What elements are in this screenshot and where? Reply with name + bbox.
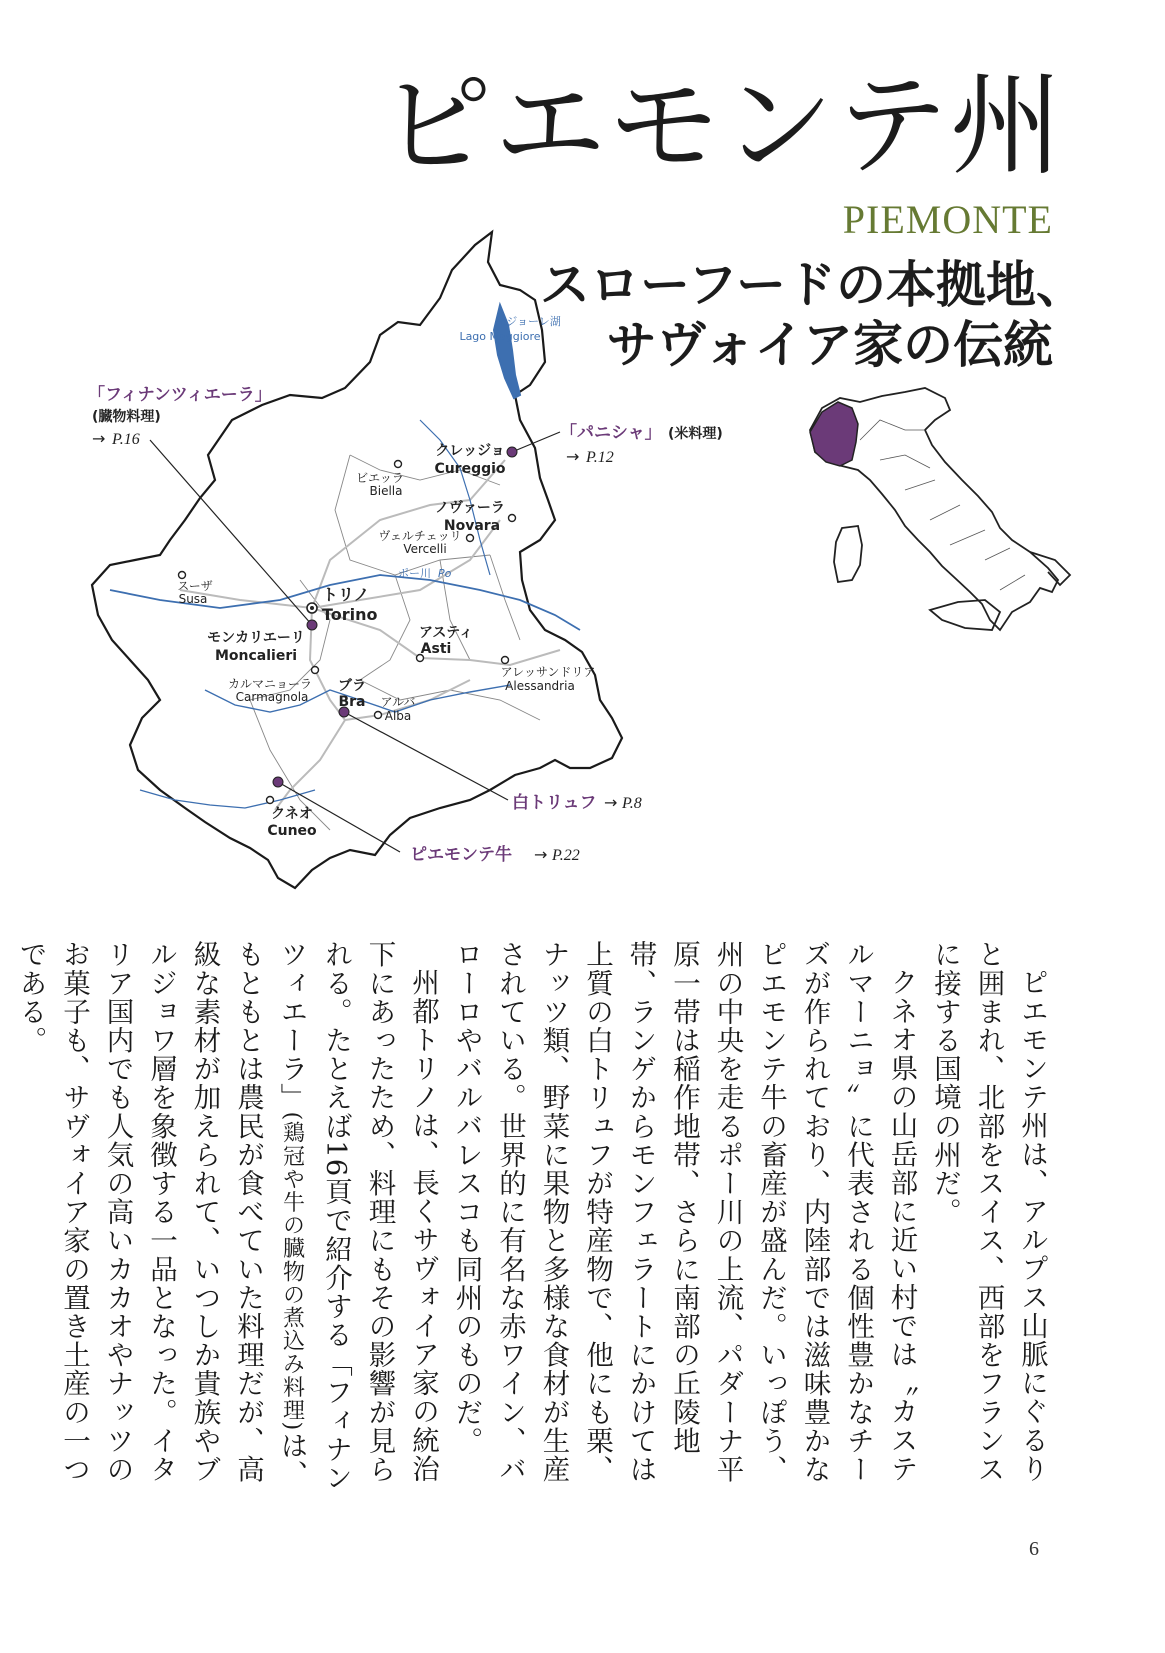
novara-marker	[509, 515, 516, 522]
finanziera-callout-note: (臓物料理)	[92, 409, 161, 425]
cuneo-marker	[267, 797, 274, 804]
paragraph-2: クネオ県の山岳部に近い村では〝カステルマーニョ〟に代表される個性豊かなチーズが作られており、内陸部では滋味豊かなピエモンテ牛の畜産が盛んだ。いっぽう、州の中央を走るポー川の上流、パダーナ平原一帯は稲作地帯、さらに南部の丘陵地帯、ランゲからモンフェラートにかけては上質の白トリュフが特産物で、他にも栗、ナッツ類、野菜に果物と多様な食材が生産されている。世界的に有名な赤ワイン、バローロやバルバレスコも同州のものだ。	[450, 940, 918, 1484]
piemonte-outline	[92, 232, 622, 888]
alessandria-label-jp: アレッサンドリア	[500, 665, 596, 679]
piemonte-map	[0, 200, 1165, 920]
page-title: ピエモンテ州	[380, 61, 1064, 191]
susa-marker	[179, 572, 186, 579]
po-river-label-jp: ポー川	[398, 567, 431, 580]
alessandria-label-en: Alessandria	[505, 679, 575, 693]
alba-label-jp: アルバ	[380, 695, 416, 709]
asti-label-jp: アスティ	[418, 625, 474, 641]
cureggio-label-en: Cureggio	[434, 461, 506, 477]
beef-callout-arrow: →	[534, 845, 548, 864]
article-body	[14, 940, 1053, 1500]
paniscia-callout-page: P.12	[586, 449, 614, 466]
moncalieri-label-jp: モンカリエーリ	[207, 630, 305, 646]
alba-marker	[375, 712, 382, 719]
beef-callout-name: ピエモンテ牛	[410, 845, 512, 865]
lake-label-jp: マジョーレ湖	[495, 315, 561, 328]
beef-origin-marker	[273, 777, 283, 787]
italy-region-borders	[860, 420, 1025, 590]
subtitle-line-1: スローフードの本拠地、	[540, 255, 1086, 314]
novara-label-jp: ノヴァーラ	[435, 500, 505, 516]
page-number: 6	[1029, 1538, 1039, 1560]
moncalieri-label-en: Moncalieri	[214, 648, 298, 664]
paniscia-callout-name: 「パニシャ」	[560, 423, 662, 443]
finanziera-callout-page: P.16	[112, 431, 140, 448]
torino-marker-center	[310, 606, 314, 610]
carmagnola-marker	[312, 667, 319, 674]
cureggio-marker	[507, 447, 517, 457]
novara-label-en: Novara	[443, 518, 501, 534]
sardinia	[834, 526, 862, 582]
subtitle-line-2: サヴォイア家の伝統	[606, 315, 1053, 374]
lake-label-en: Lago Maggiore	[459, 330, 541, 343]
bra-label-jp: ブラ	[338, 678, 366, 694]
cuneo-label-jp: クネオ	[271, 806, 313, 822]
torino-label-en: Torino	[322, 605, 378, 624]
bra-label-en: Bra	[338, 694, 366, 710]
biella-marker	[395, 461, 402, 468]
susa-label-jp: スーザ	[177, 579, 213, 593]
beef-callout-page: P.22	[552, 847, 580, 864]
alba-label-en: Alba	[384, 709, 412, 723]
italy-inset-map	[810, 388, 1070, 630]
moncalieri-marker	[307, 620, 317, 630]
paniscia-callout-note: (米料理)	[668, 426, 723, 442]
po-river-label-en: Po	[438, 567, 452, 580]
cuneo-label-en: Cuneo	[267, 823, 317, 839]
paragraph-3-part-2: は、もともとは農民が食べていた料理だが、高級な素材が加えられて、いつしか貴族やブルジョワ層を象徴する一品となった。イタリア国内でも人気の高いカカオやナッツのお菓子も、サヴォイア家の置き土産の一つである。	[14, 940, 308, 1489]
truffle-leader-line	[344, 712, 508, 800]
truffle-callout-page: P.8	[622, 795, 642, 812]
paragraph-3-parenthetical: (鶏冠や牛の臓物の煮込み料理)	[279, 1111, 305, 1432]
vercelli-label-jp: ヴェルチェッリ	[378, 529, 462, 543]
asti-label-en: Asti	[420, 641, 452, 657]
vercelli-marker	[467, 535, 474, 542]
carmagnola-label-jp: カルマニョーラ	[227, 677, 313, 691]
paragraph-1: ピエモンテ州は、アルプス山脈にぐるりと囲まれ、北部をスイス、西部をフランスに接する国境の州だ。	[929, 940, 1048, 1484]
vercelli-label-en: Vercelli	[403, 542, 447, 556]
truffle-callout-name: 白トリュフ	[512, 793, 597, 813]
alessandria-marker	[502, 657, 509, 664]
torino-label-jp: トリノ	[322, 585, 370, 604]
sicily	[930, 600, 1000, 630]
biella-label-en: Biella	[369, 484, 403, 498]
piemonte-highlight	[810, 402, 858, 466]
paragraph-3-part-1: 州都トリノは、長くサヴォイア家の統治下にあったため、料理にもその影響が見られる。たとえば16頁で紹介する「フィナンツィエーラ」	[275, 940, 439, 1492]
truffle-callout-arrow: →	[604, 793, 618, 812]
susa-label-en: Susa	[178, 592, 208, 606]
finanziera-callout-name: 「フィナンツィエーラ」	[88, 385, 272, 405]
region-name-english: PIEMONTE	[842, 197, 1053, 242]
cureggio-label-jp: クレッジョ	[435, 443, 505, 459]
biella-label-jp: ビエッラ	[356, 471, 404, 485]
paragraph-3	[8, 940, 444, 1500]
carmagnola-label-en: Carmagnola	[235, 690, 309, 704]
finanziera-callout-arrow: →	[92, 429, 106, 448]
paniscia-callout-arrow: →	[566, 447, 580, 466]
